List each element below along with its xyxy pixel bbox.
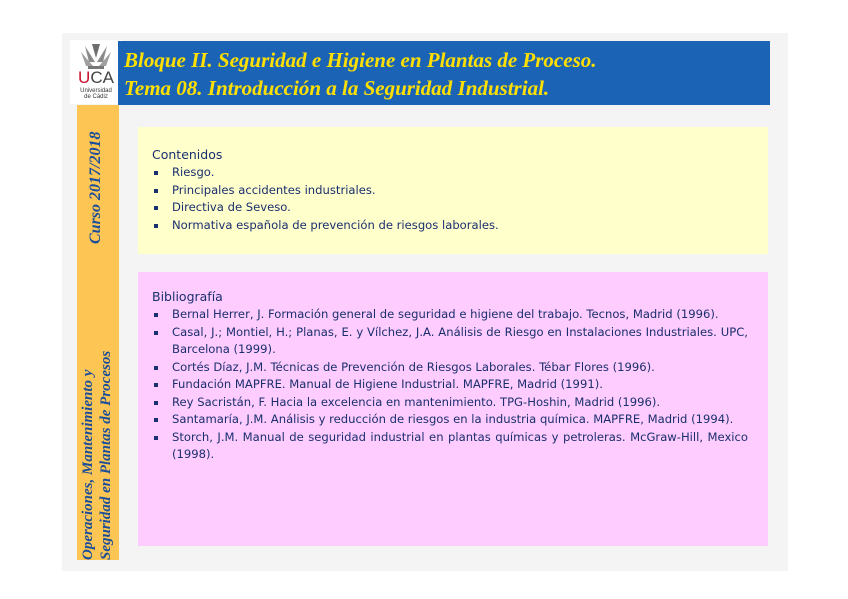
list-item <box>152 429 748 464</box>
logo-wordmark-rest: CA <box>90 68 114 87</box>
bullet-icon <box>154 401 158 405</box>
list-item-text: Fundación MAPFRE. Manual de Higiene Industrial. MAPFRE, Madrid (1991). <box>172 377 603 391</box>
logo-subtitle <box>70 88 122 100</box>
list-item <box>152 376 748 394</box>
logo-subtitle-line1: Universidad <box>80 88 112 94</box>
subject-label-line1: Operaciones, Mantenimiento y <box>80 369 96 560</box>
list-item <box>152 164 748 182</box>
bullet-icon <box>154 418 158 422</box>
list-item <box>152 199 748 217</box>
bibliography-box <box>138 272 768 546</box>
course-label: Curso 2017/2018 <box>87 131 104 244</box>
list-item-text: Principales accidentes industriales. <box>172 182 376 197</box>
logo-subtitle-line2: de Cádiz <box>84 94 108 100</box>
logo-emblem-icon <box>79 42 113 70</box>
bullet-icon <box>154 366 158 370</box>
list-item-text: Rey Sacristán, F. Hacia la excelencia en mantenimiento. TPG-Hoshin, Madrid (1996). <box>172 394 661 409</box>
university-logo <box>70 40 122 104</box>
list-item-text: Storch, J.M. Manual de seguridad industrial en plantas químicas y petroleras. McGraw-Hill, Mexico (1998). <box>172 429 748 461</box>
bullet-icon <box>154 189 158 193</box>
title-line-1: Bloque II. Seguridad e Higiene en Plantas de Proceso. <box>124 48 597 72</box>
bullet-icon <box>154 171 158 175</box>
list-item-text: Santamaría, J.M. Análisis y reducción de riesgos en la industria química. MAPFRE, Madrid (1994). <box>172 412 734 426</box>
list-item <box>152 411 748 429</box>
list-item-text: Casal, J.; Montiel, H.; Planas, E. y Vílchez, J.A. Análisis de Riesgo en Instalaciones Industriales. UPC, Barcelona (1999). <box>172 324 748 356</box>
bullet-icon <box>154 383 158 387</box>
logo-wordmark: UCA <box>78 68 114 87</box>
bullet-icon <box>154 313 158 317</box>
list-item <box>152 306 748 324</box>
contents-list <box>152 164 748 234</box>
subject-label-line2: Seguridad en Plantas de Procesos <box>98 350 114 560</box>
list-item-text: Directiva de Seveso. <box>172 200 291 214</box>
bullet-icon <box>154 436 158 440</box>
title-line-2: Tema 08. Introducción a la Seguridad Industrial. <box>124 76 550 100</box>
list-item <box>152 359 748 377</box>
bullet-icon <box>154 206 158 210</box>
list-item <box>152 182 748 200</box>
bullet-icon <box>154 331 158 335</box>
title-banner <box>118 41 770 105</box>
list-item-text: Cortés Díaz, J.M. Técnicas de Prevención de Riesgos Laborales. Tébar Flores (1996). <box>172 359 655 374</box>
contents-title: Contenidos <box>152 147 223 162</box>
list-item <box>152 324 748 359</box>
contents-box <box>138 127 768 254</box>
bullet-icon <box>154 224 158 228</box>
bibliography-title: Bibliografía <box>152 289 223 304</box>
list-item-text: Bernal Herrer, J. Formación general de seguridad e higiene del trabajo. Tecnos, Madrid (1996). <box>172 307 719 321</box>
list-item-text: Normativa española de prevención de riesgos laborales. <box>172 217 499 232</box>
list-item-text: Riesgo. <box>172 165 215 179</box>
bibliography-list <box>152 306 748 464</box>
list-item <box>152 394 748 412</box>
list-item <box>152 217 748 235</box>
